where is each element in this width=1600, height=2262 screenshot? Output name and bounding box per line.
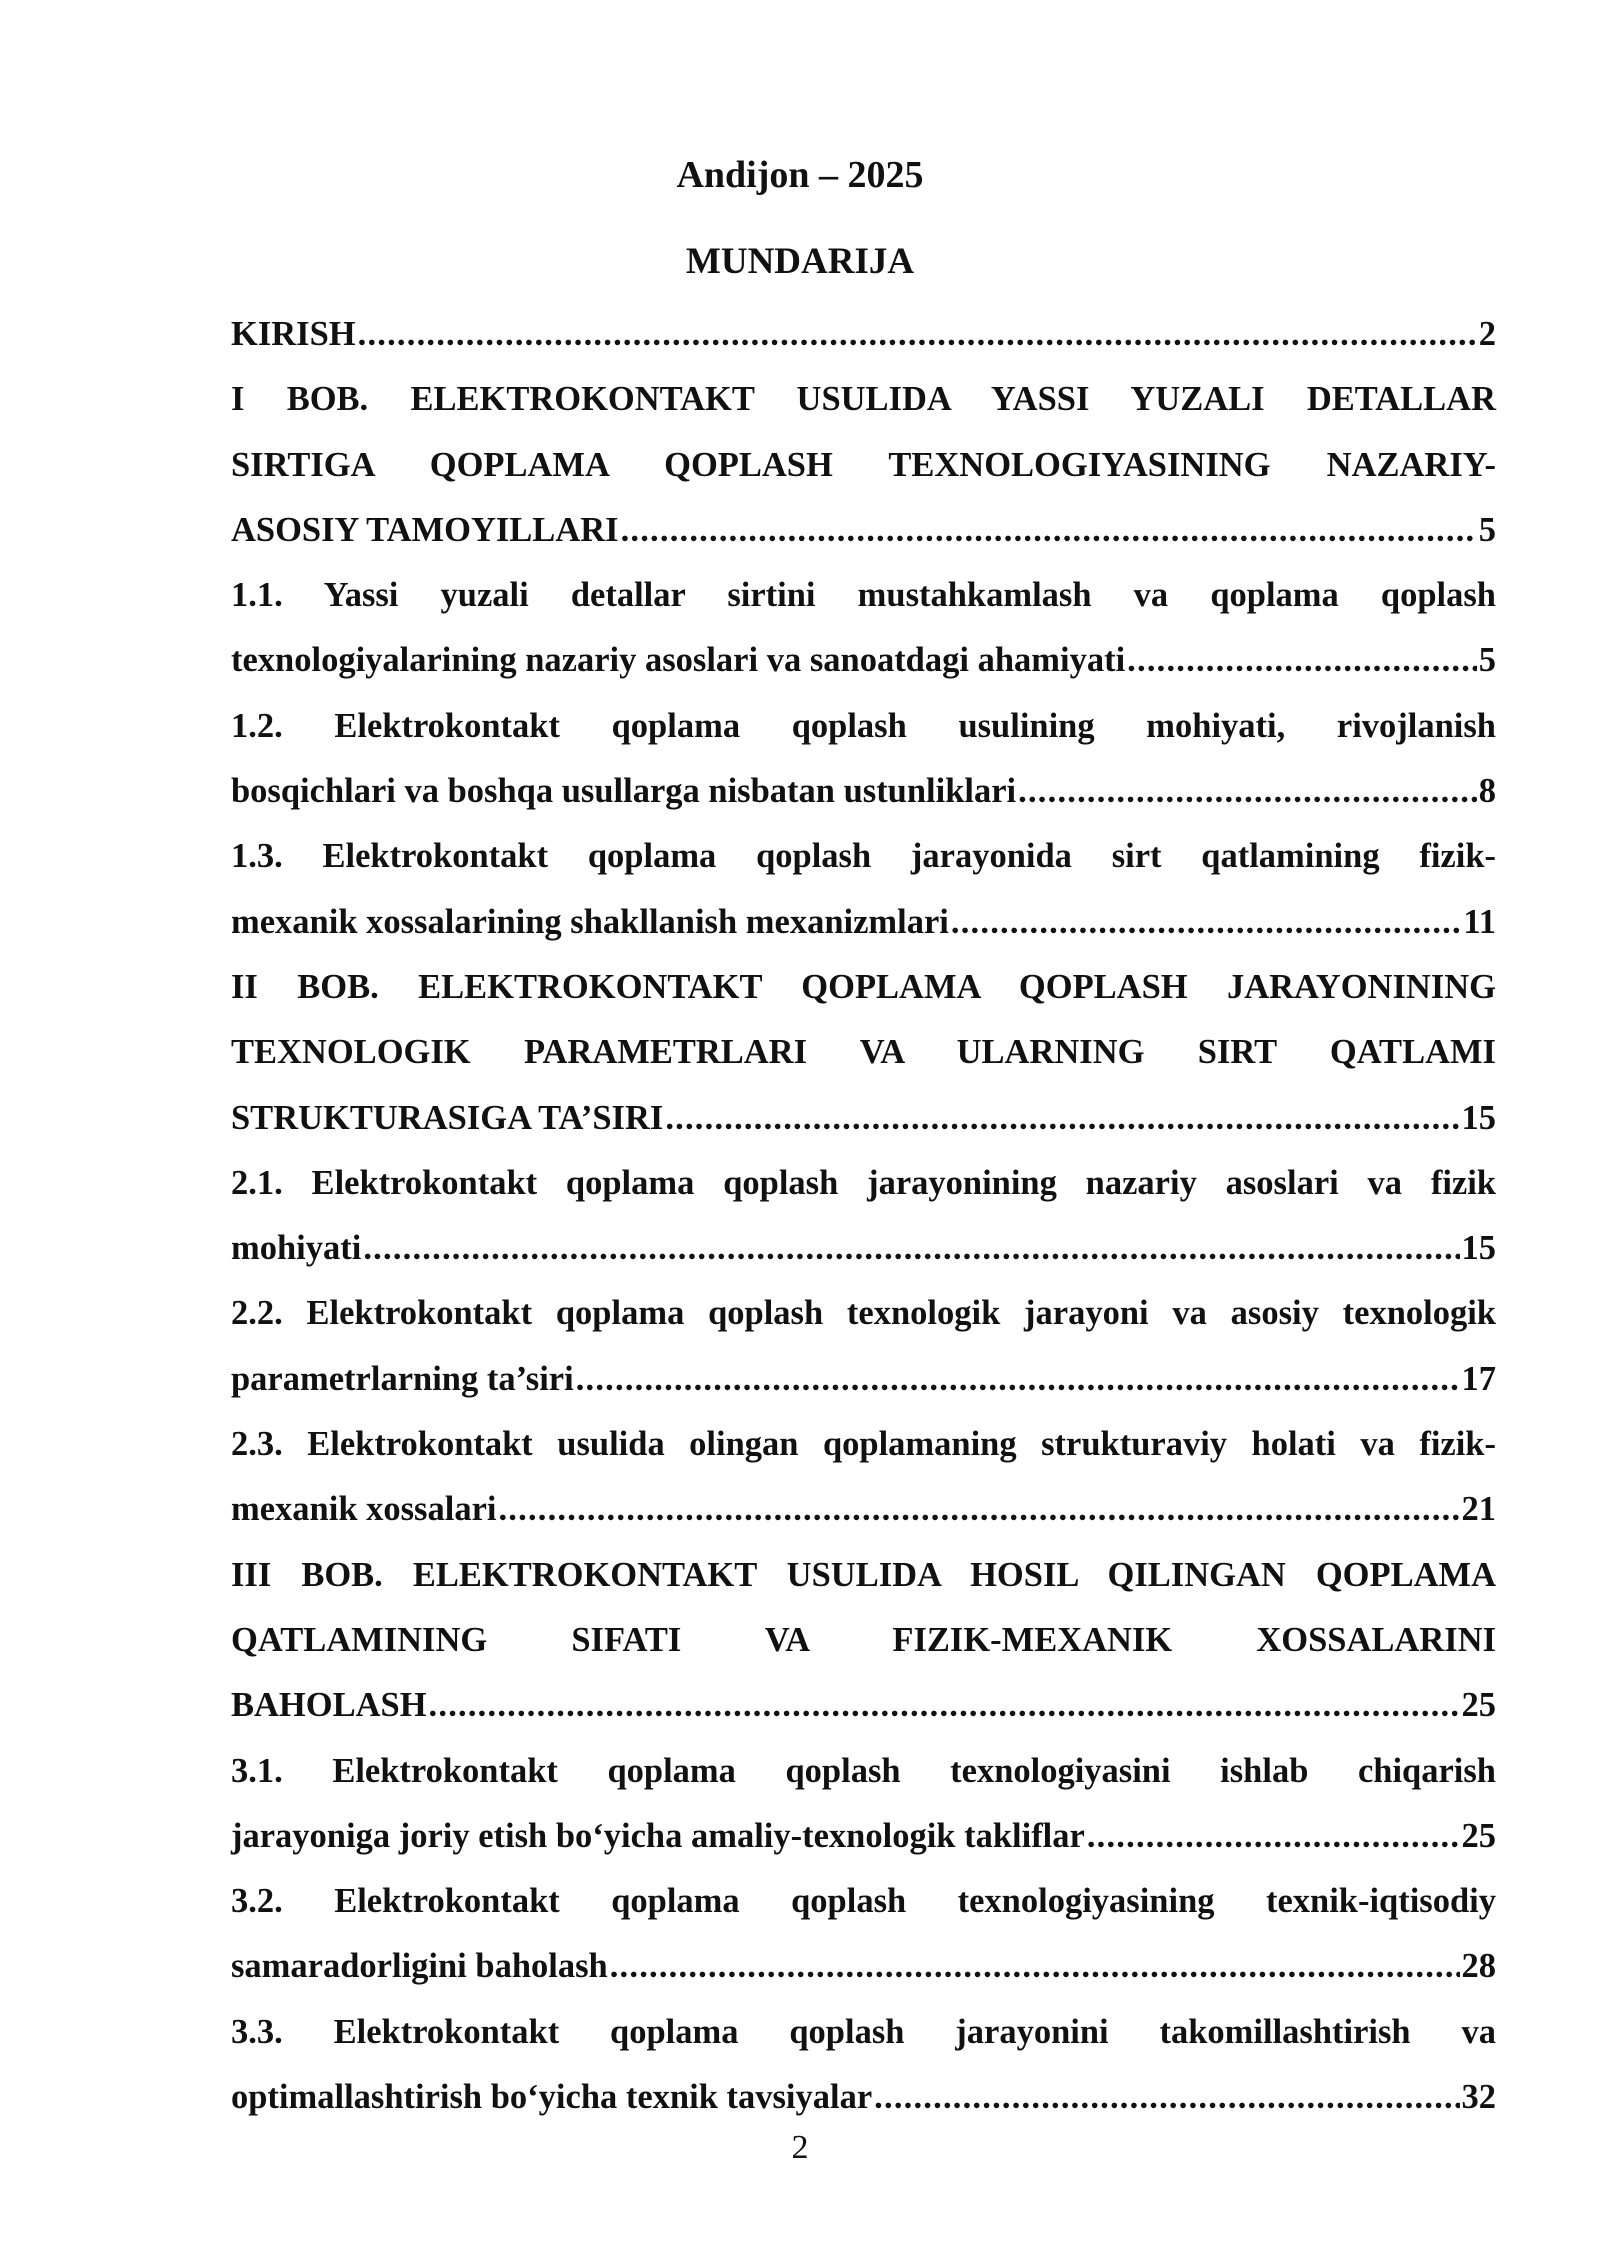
dot-leader (358, 302, 1477, 367)
dot-leader (1087, 1804, 1460, 1869)
toc-entry-title: jarayoniga joriy etish bo‘yicha amaliy-texnologik takliflar (231, 1816, 1085, 1855)
dot-leader (951, 890, 1461, 955)
toc-entry-line: 3.3. Elektrokontakt qoplama qoplash jarayonini takomillashtirish va (231, 2012, 1496, 2051)
toc-entry-last-line (231, 759, 1496, 824)
toc-entry-last-line (231, 1477, 1496, 1542)
toc-page-number: 17 (1461, 1359, 1496, 1398)
toc-entry[interactable] (231, 563, 1496, 694)
toc-entry-last-line (231, 628, 1496, 693)
toc-entry-title: ASOSIY TAMOYILLARI (231, 510, 619, 549)
toc-page-number: 2 (1478, 315, 1496, 353)
toc-entry-title: BAHOLASH (231, 1686, 427, 1725)
toc-entry-title: texnologiyalarining nazariy asoslari va sanoatdagi ahamiyati (231, 641, 1126, 680)
toc-entry-line: I BOB. ELEKTROKONTAKT USULIDA YASSI YUZALI DETALLAR (231, 380, 1496, 419)
toc-entry-last-line (231, 1347, 1496, 1412)
toc-entry[interactable] (231, 302, 1496, 367)
toc-page-number: 28 (1461, 1947, 1496, 1986)
toc-entry[interactable] (231, 2000, 1496, 2131)
dot-leader (363, 1216, 1459, 1281)
toc-entry-title: KIRISH (231, 315, 356, 353)
toc-page-number: 15 (1461, 1229, 1496, 1268)
dot-leader (1127, 628, 1477, 693)
toc-entry-line: 1.1. Yassi yuzali detallar sirtini mustahkamlash va qoplama qoplash (231, 576, 1496, 615)
toc-entry-last-line (231, 1086, 1496, 1151)
toc-page-number: 32 (1461, 2078, 1496, 2117)
toc-entry[interactable] (231, 1543, 1496, 1739)
toc-entry-last-line (231, 1673, 1496, 1738)
toc-entry[interactable] (231, 1739, 1496, 1870)
toc-entry-last-line (231, 302, 1496, 367)
toc-entry-line: 3.1. Elektrokontakt qoplama qoplash texnologiyasini ishlab chiqarish (231, 1751, 1496, 1790)
toc-entry-last-line (231, 2065, 1496, 2130)
dot-leader (429, 1673, 1460, 1738)
toc-entry-line: 2.2. Elektrokontakt qoplama qoplash texnologik jarayoni va asosiy texnologik (231, 1294, 1496, 1333)
toc-entry[interactable] (231, 824, 1496, 955)
toc-entry-line: TEXNOLOGIK PARAMETRLARI VA ULARNING SIRT QATLAMI (231, 1033, 1496, 1072)
toc-page-number: 21 (1461, 1490, 1496, 1529)
toc-entry[interactable] (231, 367, 1496, 563)
toc-entry-line: QATLAMINING SIFATI VA FIZIK-MEXANIK XOSSALARINI (231, 1620, 1496, 1659)
toc-entry-line: 1.3. Elektrokontakt qoplama qoplash jarayonida sirt qatlamining fizik- (231, 837, 1496, 876)
toc-entry-last-line (231, 1934, 1496, 1999)
toc-entry-title: parametrlarning ta’siri (231, 1359, 574, 1398)
dot-leader (1018, 759, 1477, 824)
toc-entry[interactable] (231, 1151, 1496, 1282)
toc-entry-line: 1.2. Elektrokontakt qoplama qoplash usulining mohiyati, rivojlanish (231, 706, 1496, 745)
page-number: 2 (791, 2129, 809, 2166)
toc-entry-title: mohiyati (231, 1229, 362, 1268)
toc-entry[interactable] (231, 694, 1496, 825)
toc-entry[interactable] (231, 1412, 1496, 1543)
toc-entry[interactable] (231, 1281, 1496, 1412)
toc-entry-line: 2.1. Elektrokontakt qoplama qoplash jarayonining nazariy asoslari va fizik (231, 1163, 1496, 1202)
toc-page-number: 5 (1478, 510, 1496, 549)
toc-entry-title: mexanik xossalarining shakllanish mexanizmlari (231, 902, 949, 941)
toc-entry[interactable] (231, 1869, 1496, 2000)
city-year: Andijon – 2025 (676, 154, 924, 196)
toc-entry-title: samaradorligini baholash (231, 1947, 608, 1986)
toc-entry-title: mexanik xossalari (231, 1490, 497, 1529)
dot-leader (665, 1086, 1459, 1151)
toc-page-number: 15 (1461, 1098, 1496, 1137)
toc-entry-title: bosqichlari va boshqa usullarga nisbatan ustunliklari (231, 772, 1017, 811)
dot-leader (874, 2065, 1459, 2130)
toc-entry-title: optimallashtirish bo‘yicha texnik tavsiyalar (231, 2078, 873, 2117)
toc-entry-line: II BOB. ELEKTROKONTAKT QOPLAMA QOPLASH JARAYONINING (231, 967, 1496, 1006)
toc-entry-line: 2.3. Elektrokontakt usulida olingan qoplamaning strukturaviy holati va fizik- (231, 1425, 1496, 1464)
toc-entry-title: STRUKTURASIGA TA’SIRI (231, 1098, 664, 1137)
toc-entry[interactable] (231, 955, 1496, 1151)
toc-entry-line: III BOB. ELEKTROKONTAKT USULIDA HOSIL QILINGAN QOPLAMA (231, 1555, 1496, 1594)
dot-leader (621, 498, 1477, 563)
toc-entry-line: SIRTIGA QOPLAMA QOPLASH TEXNOLOGIYASINING NAZARIY- (231, 445, 1496, 484)
toc-entry-last-line (231, 1216, 1496, 1281)
toc-page-number: 25 (1461, 1686, 1496, 1725)
toc-entry-last-line (231, 890, 1496, 955)
toc-page-number: 5 (1478, 641, 1496, 680)
toc-entry-last-line (231, 498, 1496, 563)
toc-entry-line: 3.2. Elektrokontakt qoplama qoplash texnologiyasining texnik-iqtisodiy (231, 1882, 1496, 1921)
dot-leader (610, 1934, 1460, 1999)
toc-page-number: 8 (1478, 772, 1496, 811)
dot-leader (498, 1477, 1459, 1542)
toc-page-number: 11 (1463, 902, 1496, 941)
table-of-contents (231, 302, 1496, 2130)
dot-leader (576, 1347, 1460, 1412)
toc-heading: MUNDARIJA (685, 241, 915, 282)
toc-page-number: 25 (1461, 1816, 1496, 1855)
toc-entry-last-line (231, 1804, 1496, 1869)
